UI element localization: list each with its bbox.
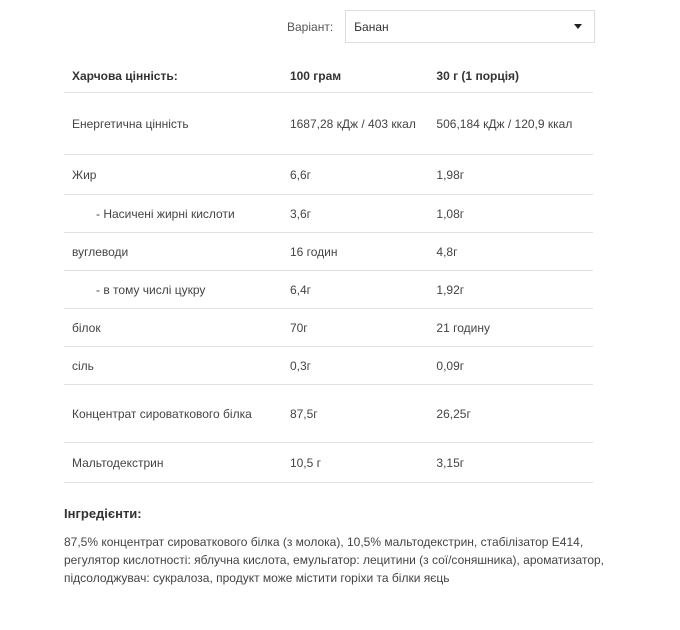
table-row [64, 233, 593, 271]
nutrition-table-body [64, 93, 593, 483]
table-row [64, 443, 593, 483]
nutrient-name-cell: Енергетична цінність [64, 93, 282, 155]
ingredients-title: Інгредієнти: [64, 506, 142, 521]
nutrient-name-cell: Жир [64, 155, 282, 195]
ingredients-section [64, 506, 604, 587]
variant-selected-value: Банан [354, 19, 389, 34]
table-row [64, 309, 593, 347]
per-serving-cell: 506,184 кДж / 120,9 ккал [428, 93, 593, 155]
nutrient-name-cell: білок [64, 309, 282, 347]
per-100g-cell: 10,5 г [282, 443, 428, 483]
per-serving-cell: 1,92г [428, 271, 593, 309]
header-nutrition-value: Харчова цінність: [64, 60, 282, 93]
nutrient-name-cell: Мальтодекстрин [64, 443, 282, 483]
table-row [64, 271, 593, 309]
nutrient-name-cell: - в тому числі цукру [64, 271, 282, 309]
per-100g-cell: 1687,28 кДж / 403 ккал [282, 93, 428, 155]
nutrition-table [64, 60, 593, 483]
table-header-row [64, 60, 593, 93]
per-100g-cell: 6,4г [282, 271, 428, 309]
per-serving-cell: 1,08г [428, 195, 593, 233]
ingredients-text: 87,5% концентрат сироваткового білка (з молока), 10,5% мальтодекстрин, стабілізатор Е414, регулятор кислотності: яблучна кислота, емульгатор: лецитини (з сої/соняшника), ароматизатор, підсолоджувач: сукралоза, продукт може містити горіхи та білки яєць [64, 535, 605, 585]
nutrient-name-cell: Концентрат сироваткового білка [64, 385, 282, 443]
per-100g-cell: 16 годин [282, 233, 428, 271]
header-per-serving: 30 г (1 порція) [428, 60, 593, 93]
per-serving-cell: 3,15г [428, 443, 593, 483]
per-100g-cell: 70г [282, 309, 428, 347]
per-serving-cell: 1,98г [428, 155, 593, 195]
per-100g-cell: 87,5г [282, 385, 428, 443]
per-100g-cell: 3,6г [282, 195, 428, 233]
nutrient-name-cell: сіль [64, 347, 282, 385]
variant-label: Варіант: [287, 19, 334, 34]
nutrient-name-cell: - Насичені жирні кислоти [64, 195, 282, 233]
per-serving-cell: 26,25г [428, 385, 593, 443]
per-100g-cell: 0,3г [282, 347, 428, 385]
table-row [64, 347, 593, 385]
table-row [64, 93, 593, 155]
variant-dropdown[interactable] [345, 10, 595, 43]
table-row [64, 385, 593, 443]
per-100g-cell: 6,6г [282, 155, 428, 195]
table-row [64, 155, 593, 195]
per-serving-cell: 4,8г [428, 233, 593, 271]
per-serving-cell: 0,09г [428, 347, 593, 385]
nutrient-name-cell: вуглеводи [64, 233, 282, 271]
header-per-100g: 100 грам [282, 60, 428, 93]
chevron-down-icon [574, 24, 582, 29]
variant-selector [287, 10, 595, 43]
table-row [64, 195, 593, 233]
per-serving-cell: 21 годину [428, 309, 593, 347]
